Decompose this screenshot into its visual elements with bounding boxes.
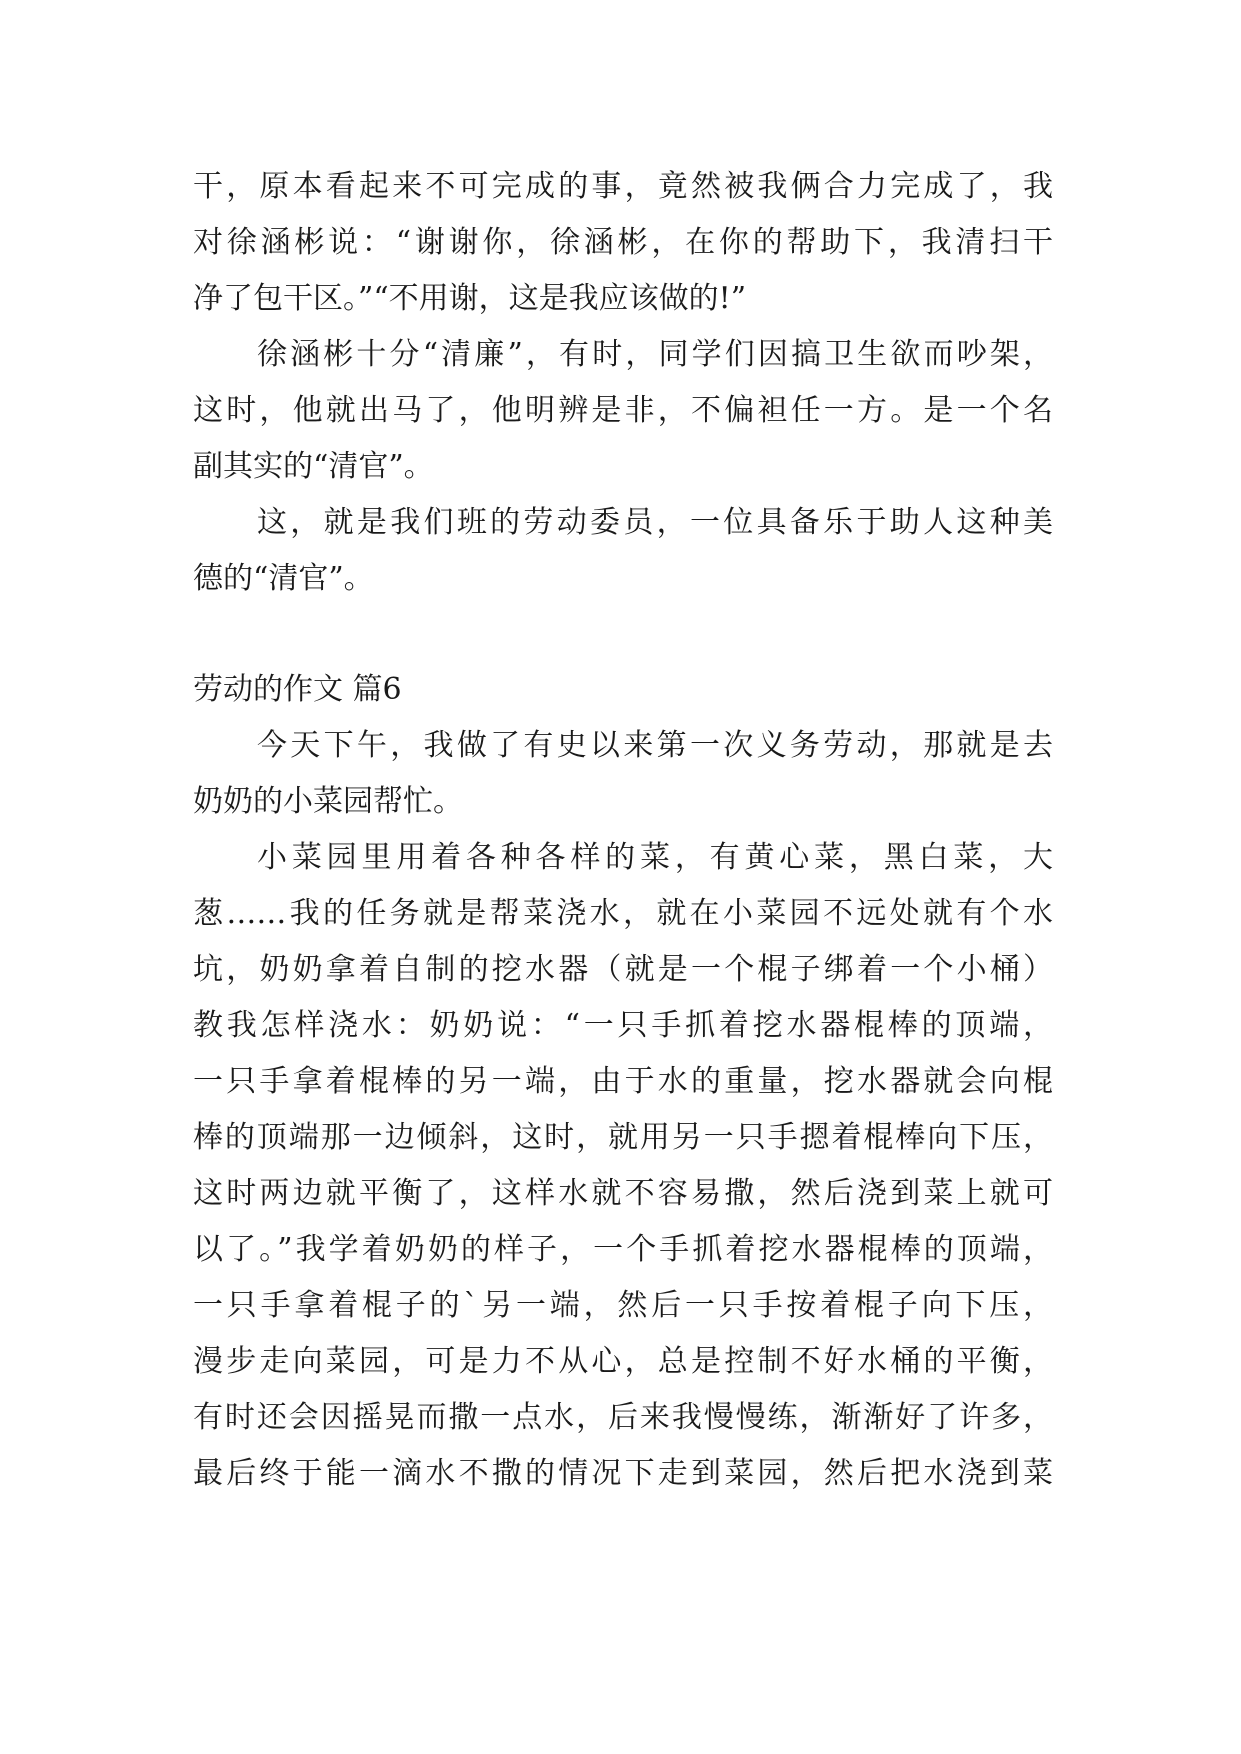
- text-line: 最后终于能一滴水不撒的情况下走到菜园，然后把水浇到菜: [193, 1456, 1053, 1491]
- text-line: 一只手拿着棍子的`另一端，然后一只手按着棍子向下压，: [193, 1288, 1053, 1323]
- paragraph-first-line: 徐涵彬十分“清廉”，有时，同学们因搞卫生欲而吵架，: [257, 337, 1053, 372]
- text-line: 副其实的“清官”。: [193, 449, 434, 484]
- text-line: 坑，奶奶拿着自制的挖水器（就是一个棍子绑着一个小桶）: [193, 952, 1053, 987]
- text-line: 干，原本看起来不可完成的事，竟然被我俩合力完成了，我: [193, 169, 1053, 204]
- paragraph-first-line: 小菜园里用着各种各样的菜，有黄心菜，黑白菜，大: [257, 840, 1053, 875]
- text-line: 这时两边就平衡了，这样水就不容易撒，然后浇到菜上就可: [193, 1176, 1053, 1211]
- text-line: 漫步走向菜园，可是力不从心，总是控制不好水桶的平衡，: [193, 1344, 1053, 1379]
- text-line: 德的“清官”。: [193, 561, 374, 596]
- text-line: 有时还会因摇晃而撒一点水，后来我慢慢练，渐渐好了许多，: [193, 1400, 1053, 1435]
- section-heading: 劳动的作文 篇6: [193, 672, 402, 707]
- text-line: 对徐涵彬说：“谢谢你，徐涵彬，在你的帮助下，我清扫干: [193, 225, 1053, 260]
- text-line: 教我怎样浇水：奶奶说：“一只手抓着挖水器棍棒的顶端，: [193, 1008, 1053, 1043]
- paragraph-first-line: 今天下午，我做了有史以来第一次义务劳动，那就是去: [257, 728, 1053, 763]
- text-line: 一只手拿着棍棒的另一端，由于水的重量，挖水器就会向棍: [193, 1064, 1053, 1099]
- paragraph-first-line: 这，就是我们班的劳动委员，一位具备乐于助人这种美: [257, 505, 1053, 540]
- text-line: 棒的顶端那一边倾斜，这时，就用另一只手摁着棍棒向下压，: [193, 1120, 1053, 1155]
- text-line: 净了包干区。”“不用谢，这是我应该做的!”: [193, 281, 747, 316]
- text-line: 葱……我的任务就是帮菜浇水，就在小菜园不远处就有个水: [193, 896, 1053, 931]
- text-line: 以了。”我学着奶奶的样子，一个手抓着挖水器棍棒的顶端，: [193, 1232, 1053, 1267]
- text-line: 奶奶的小菜园帮忙。: [193, 784, 463, 819]
- text-line: 这时，他就出马了，他明辨是非，不偏袒任一方。是一个名: [193, 393, 1053, 428]
